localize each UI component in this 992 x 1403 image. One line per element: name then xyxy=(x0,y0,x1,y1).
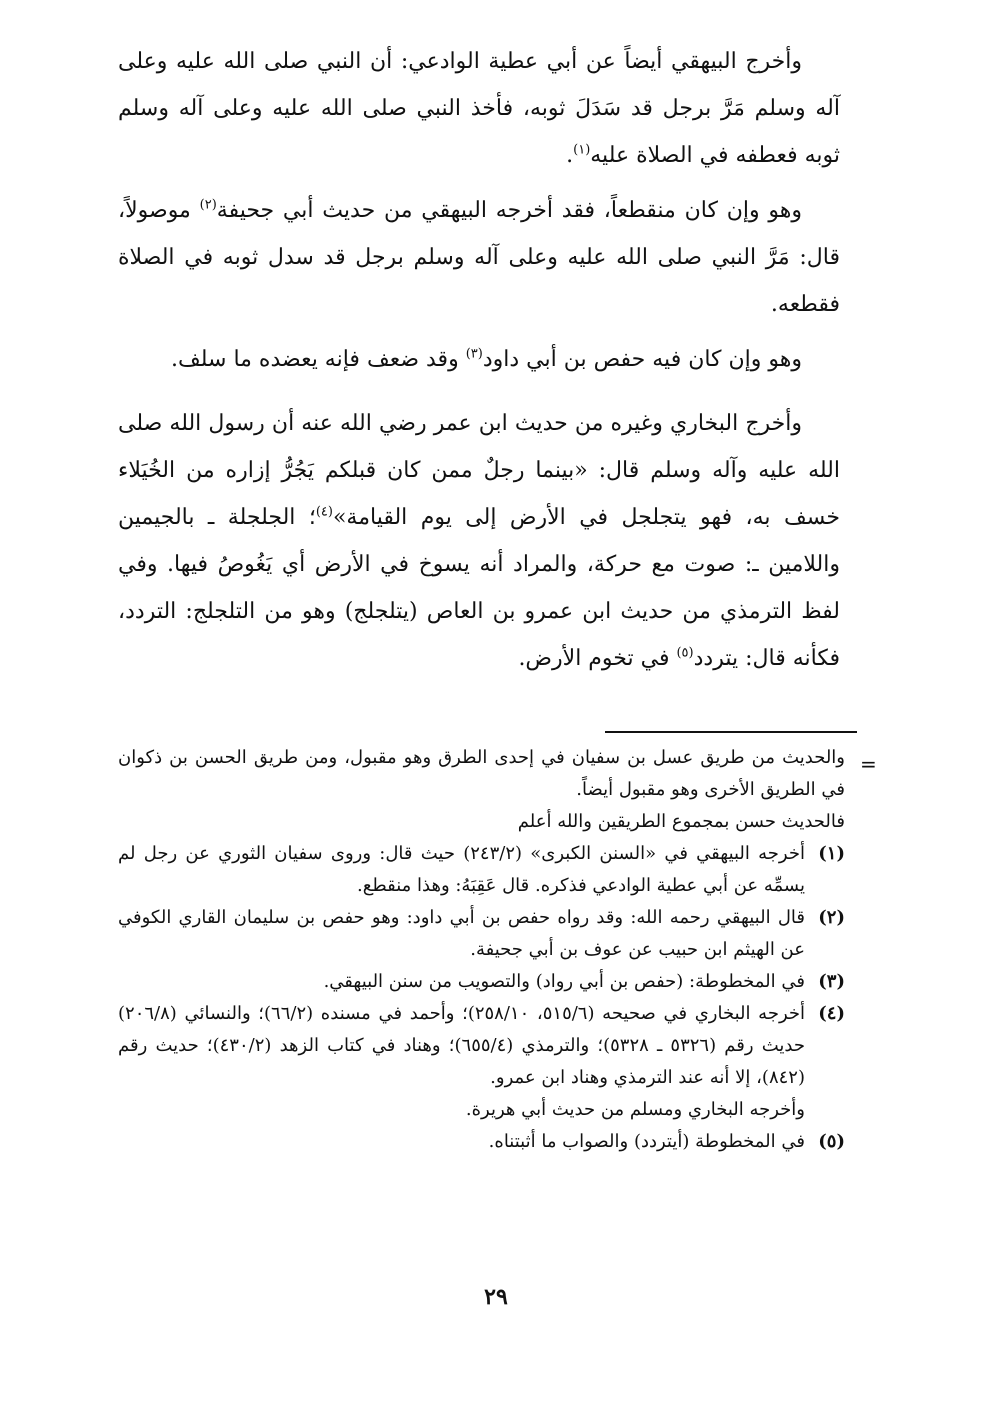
footnote-5-number: (٥) xyxy=(818,1131,845,1152)
footnote-4-number: (٤) xyxy=(818,1003,845,1024)
footnote-ref-2: (٢) xyxy=(199,197,217,213)
footnote-1-text: أخرجه البيهقي في «السنن الكبرى» (٢٤٣/٢) حيث قال: وروى سفيان الثوري عن رجل لم يسمِّه عن أبي عطية الوادعي فذكره. قال عَقِبَهُ: وهذا منقطع. xyxy=(118,843,805,896)
paragraph-4-text-c: في تخوم الأرض. xyxy=(518,646,677,671)
page-number: ٢٩ xyxy=(484,1284,508,1310)
footnote-5 xyxy=(118,1126,845,1158)
paragraph-3 xyxy=(118,336,840,383)
footnote-ref-5: (٥) xyxy=(676,645,694,661)
main-text xyxy=(118,38,840,682)
paragraph-2 xyxy=(118,187,840,328)
footnote-continuation-line-2: فالحديث حسن بمجموع الطريقين والله أعلم xyxy=(517,811,845,832)
footnote-1-number: (١) xyxy=(818,843,845,864)
footnote-3-number: (٣) xyxy=(818,971,845,992)
paragraph-1-end: . xyxy=(566,143,574,168)
footnote-2 xyxy=(118,902,845,966)
footnote-ref-4: (٤) xyxy=(315,504,333,520)
footnotes xyxy=(118,742,845,1158)
paragraph-4-text-b: ؛ الجلجلة ـ بالجيمين واللامين ـ: صوت مع حركة، والمراد أنه يسوخ في الأرض أي يَغُوصُ فيها. وفي لفظ الترمذي من حديث ابن عمرو بن العاص (يتلجلج) وهو من التلجلج: التردد، فكأنه قال: يتردد xyxy=(118,505,840,671)
footnote-1 xyxy=(118,838,845,902)
paragraph-4 xyxy=(118,400,840,682)
footnote-ref-3: (٣) xyxy=(465,346,483,362)
paragraph-3-text-a: وهو وإن كان فيه حفص بن أبي داود xyxy=(482,347,802,372)
paragraph-2-text-a: وهو وإن كان منقطعاً، فقد أخرجه البيهقي من حديث أبي جحيفة xyxy=(216,198,802,223)
footnote-ref-1: (١) xyxy=(573,142,591,158)
paragraph-4-text-a: وأخرج البخاري وغيره من حديث ابن عمر رضي الله عنه أن رسول الله صلى الله عليه وآله وسلم قال: «بينما رجلٌ ممن كان قبلكم يَجُرُّ إزاره من الخُيَلاء خسف به، فهو يتجلجل في الأرض إلى يوم القيامة» xyxy=(118,411,840,530)
footnote-separator xyxy=(605,731,857,733)
footnote-3-text: في المخطوطة: (حفص بن أبي رواد) والتصويب من سنن البيهقي. xyxy=(323,971,805,992)
paragraph-3-text-b: وقد ضعف فإنه يعضده ما سلف. xyxy=(170,347,466,372)
footnote-5-text: في المخطوطة (أيتردد) والصواب ما أثبتناه. xyxy=(488,1131,805,1152)
footnote-2-number: (٢) xyxy=(818,907,845,928)
paragraph-2-text-b: موصولاً، قال: مَرَّ النبي صلى الله عليه وعلى آله وسلم برجل قد سدل ثوبه في الصلاة فقطعه. xyxy=(118,198,840,317)
footnote-continuation-mark: = xyxy=(860,752,877,776)
footnote-2-text: قال البيهقي رحمه الله: وقد رواه حفص بن أبي داود: وهو حفص بن سليمان القاري الكوفي عن الهيثم ابن حبيب عن عوف بن أبي جحيفة. xyxy=(118,907,805,960)
footnote-4-extra: وأخرجه البخاري ومسلم من حديث أبي هريرة. xyxy=(465,1099,805,1120)
footnote-4 xyxy=(118,998,845,1094)
footnote-3 xyxy=(118,966,845,998)
paragraph-1 xyxy=(118,38,840,179)
paragraph-1-text: وأخرج البيهقي أيضاً عن أبي عطية الوادعي: أن النبي صلى الله عليه وعلى آله وسلم مَرَّ برجل قد سَدَلَ ثوبه، فأخذ النبي صلى الله عليه وعلى آله وسلم ثوبه فعطفه في الصلاة عليه xyxy=(118,49,840,168)
footnote-continuation-line-1: والحديث من طريق عسل بن سفيان في إحدى الطرق وهو مقبول، ومن طريق الحسن بن ذكوان في الطريق الأخرى وهو مقبول أيضاً. xyxy=(118,747,845,800)
footnote-4-text: أخرجه البخاري في صحيحه (٥١٥/٦، ٢٥٨/١٠)؛ وأحمد في مسنده (٦٦/٢)؛ والنسائي (٢٠٦/٨) حديث رقم (٥٣٢٦ ـ ٥٣٢٨)؛ والترمذي (٦٥٥/٤)؛ وهناد في كتاب الزهد (٤٣٠/٢)؛ حديث رقم (٨٤٢)، إلا أنه عند الترمذي وهناد ابن عمرو. xyxy=(118,1003,806,1088)
